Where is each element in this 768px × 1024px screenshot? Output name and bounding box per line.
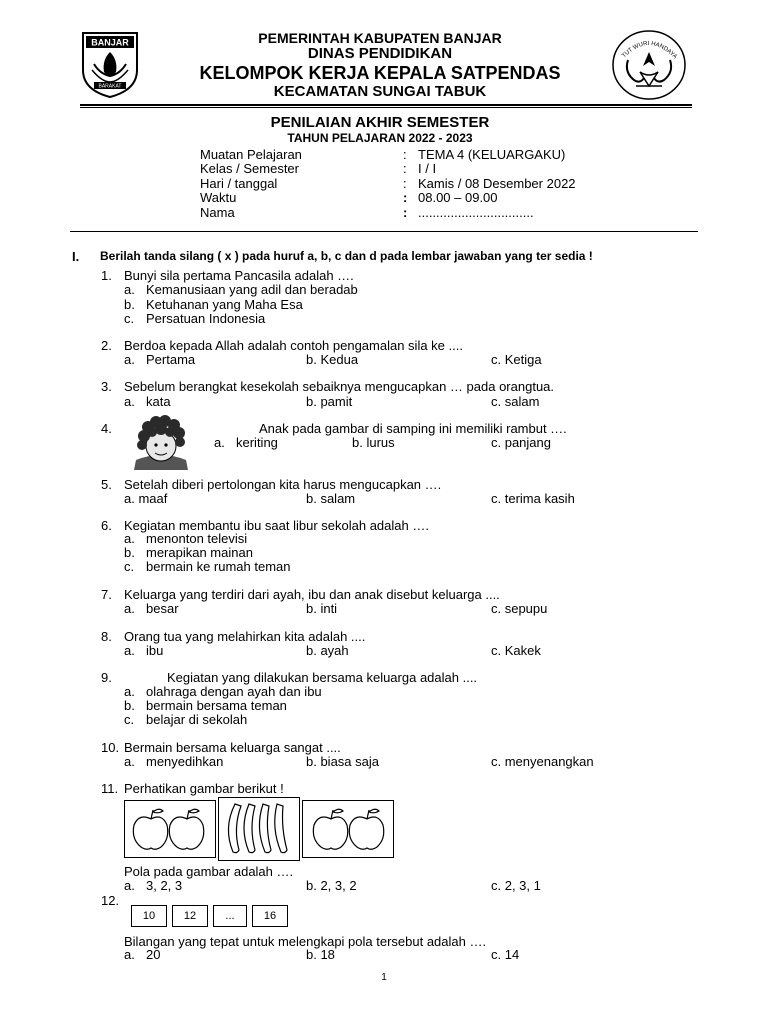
question-number: 5.: [101, 477, 112, 492]
info-value: ................................: [418, 205, 534, 220]
option-text: c. sepupu: [491, 601, 548, 616]
question-number: 1.: [101, 268, 112, 283]
option-text: b. Kedua: [306, 352, 359, 367]
logo-left-text: BANJAR: [91, 37, 129, 48]
info-label: Muatan Pelajaran: [200, 147, 302, 162]
option-letter: c.: [124, 712, 135, 727]
logo-left-motto: BARAKAT: [98, 83, 122, 90]
option-letter: a.: [214, 435, 225, 450]
question-text: Orang tua yang melahirkan kita adalah ....: [124, 629, 366, 644]
option-text: b. lurus: [352, 435, 395, 450]
info-sep: :: [403, 176, 407, 191]
option-letter: b.: [124, 545, 135, 560]
info-label: Hari / tanggal: [200, 176, 278, 191]
option-text: bermain ke rumah teman: [146, 559, 291, 574]
curly-hair-child-image: [132, 414, 190, 470]
section-instruction: Berilah tanda silang ( x ) pada huruf a, b, c dan d pada lembar jawaban yang ter sedia !: [100, 249, 593, 263]
question-number: 6.: [101, 518, 112, 533]
question-text: Bermain bersama keluarga sangat ....: [124, 740, 341, 755]
option-text: merapikan mainan: [146, 545, 253, 560]
question-number: 4.: [101, 421, 112, 436]
info-sep: :: [403, 161, 407, 176]
option-text: besar: [146, 601, 179, 616]
option-letter: a.: [124, 394, 135, 409]
option-text: keriting: [236, 435, 278, 450]
option-text: c. 14: [491, 947, 520, 962]
option-text: menyedihkan: [146, 754, 224, 769]
option-text: b. ayah: [306, 643, 349, 658]
fruit-box-apples-right: [302, 800, 394, 858]
question-subtext: Pola pada gambar adalah ….: [124, 864, 294, 879]
option-text: c. panjang: [491, 435, 551, 450]
question-subtext: Bilangan yang tepat untuk melengkapi pola tersebut adalah ….: [124, 934, 487, 949]
logo-banjar: [80, 30, 140, 100]
question-text: Perhatikan gambar berikut !: [124, 781, 284, 796]
option-text: b. inti: [306, 601, 338, 616]
pattern-box: 12: [172, 905, 208, 927]
option-text: c. Ketiga: [491, 352, 542, 367]
header-divider-top: [80, 104, 692, 106]
option-letter: a.: [124, 947, 135, 962]
option-text: b. salam: [306, 491, 356, 506]
info-label: Kelas / Semester: [200, 161, 299, 176]
option-letter: a.: [124, 352, 135, 367]
question-number: 9.: [101, 670, 112, 685]
option-text: bermain bersama teman: [146, 698, 287, 713]
question-text: Bunyi sila pertama Pancasila adalah ….: [124, 268, 354, 283]
pattern-box: ...: [213, 905, 247, 927]
option-text: b. pamit: [306, 394, 353, 409]
question-number: 7.: [101, 587, 112, 602]
question-text: Kegiatan membantu ibu saat libur sekolah adalah ….: [124, 518, 429, 533]
header-line-3: KELOMPOK KERJA KEPALA SATPENDAS: [199, 63, 561, 83]
option-text: a. maaf: [124, 491, 168, 506]
option-text: 3, 2, 3: [146, 878, 183, 893]
logo-tut-wuri-handayani: [610, 28, 688, 102]
info-value: I / I: [418, 161, 437, 176]
question-text: Setelah diberi pertolongan kita harus mengucapkan ….: [124, 477, 442, 492]
option-letter: b.: [124, 698, 135, 713]
info-value: Kamis / 08 Desember 2022: [418, 176, 576, 191]
option-text: belajar di sekolah: [146, 712, 248, 727]
option-text: b. biasa saja: [306, 754, 379, 769]
exam-title: PENILAIAN AKHIR SEMESTER: [270, 114, 490, 131]
fruit-box-bananas: [218, 797, 300, 861]
option-text: Kemanusiaan yang adil dan beradab: [146, 282, 358, 297]
info-divider: [70, 231, 698, 232]
option-text: b. 18: [306, 947, 335, 962]
info-sep: :: [403, 190, 408, 205]
option-text: c. 2, 3, 1: [491, 878, 541, 893]
option-text: Pertama: [146, 352, 196, 367]
pattern-box: 16: [252, 905, 288, 927]
logo-right-text: TUT WURI HANDAYA: [621, 40, 678, 61]
option-text: Ketuhanan yang Maha Esa: [146, 297, 303, 312]
header-line-4: KECAMATAN SUNGAI TABUK: [273, 83, 487, 100]
question-text: Anak pada gambar di samping ini memiliki rambut ….: [259, 421, 567, 436]
info-sep: :: [403, 205, 408, 220]
info-sep: :: [403, 147, 407, 162]
header-line-1: PEMERINTAH KABUPATEN BANJAR: [258, 30, 502, 46]
option-letter: a.: [124, 684, 135, 699]
fruit-box-apples-left: [124, 800, 216, 858]
option-letter: a.: [124, 601, 135, 616]
option-text: c. salam: [491, 394, 540, 409]
option-text: Persatuan Indonesia: [146, 311, 266, 326]
option-text: kata: [146, 394, 171, 409]
page-number: 1: [381, 972, 387, 983]
option-text: b. 2, 3, 2: [306, 878, 357, 893]
question-number: 10.: [101, 740, 120, 755]
question-number: 2.: [101, 338, 112, 353]
option-text: c. Kakek: [491, 643, 541, 658]
question-number: 3.: [101, 379, 112, 394]
option-letter: c.: [124, 311, 135, 326]
section-number: I.: [72, 249, 80, 264]
question-number: 11.: [101, 781, 119, 796]
info-label: Waktu: [200, 190, 237, 205]
info-value: 08.00 – 09.00: [418, 190, 498, 205]
option-letter: a.: [124, 878, 135, 893]
question-text: Sebelum berangkat kesekolah sebaiknya mengucapkan … pada orangtua.: [124, 379, 555, 394]
option-letter: a.: [124, 282, 135, 297]
question-number: 8.: [101, 629, 112, 644]
question-text: Berdoa kepada Allah adalah contoh pengamalan sila ke ....: [124, 338, 463, 353]
option-text: c. terima kasih: [491, 491, 575, 506]
option-letter: a.: [124, 531, 135, 546]
option-text: ibu: [146, 643, 164, 658]
question-text: Kegiatan yang dilakukan bersama keluarga adalah ....: [167, 670, 478, 685]
exam-year: TAHUN PELAJARAN 2022 - 2023: [287, 131, 473, 145]
option-text: olahraga dengan ayah dan ibu: [146, 684, 322, 699]
pattern-box: 10: [131, 905, 167, 927]
option-text: menonton televisi: [146, 531, 248, 546]
info-value: TEMA 4 (KELUARGAKU): [418, 147, 566, 162]
option-letter: a.: [124, 643, 135, 658]
question-text: Keluarga yang terdiri dari ayah, ibu dan anak disebut keluarga ....: [124, 587, 500, 602]
option-text: 20: [146, 947, 161, 962]
info-label: Nama: [200, 205, 235, 220]
header-line-2: DINAS PENDIDIKAN: [307, 45, 453, 62]
option-letter: a.: [124, 754, 135, 769]
option-letter: b.: [124, 297, 135, 312]
question-number: 12.: [101, 893, 120, 908]
option-letter: c.: [124, 559, 135, 574]
header-divider-bottom: [80, 107, 692, 108]
option-text: c. menyenangkan: [491, 754, 594, 769]
